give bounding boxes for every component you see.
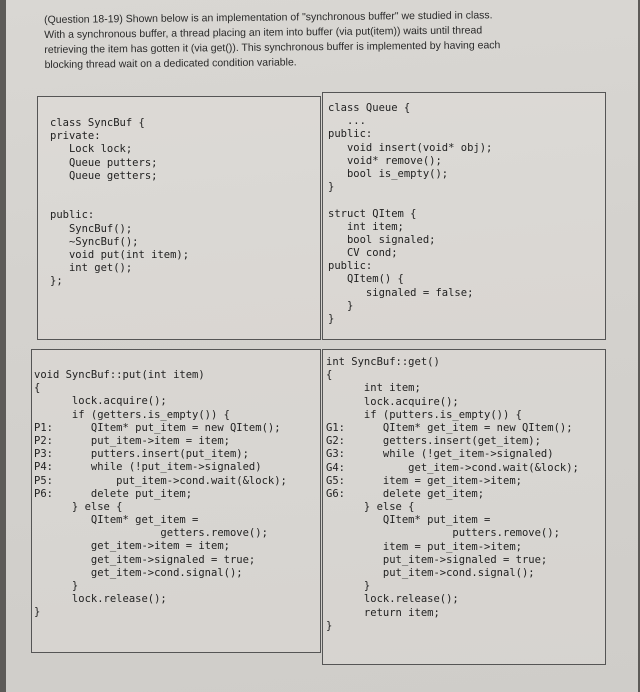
code-line: put_item->cond.signal();	[326, 567, 535, 579]
code-line: putters.remove();	[326, 527, 560, 540]
code-line: QItem* put_item =	[326, 514, 491, 527]
code-line: class Queue {	[328, 102, 411, 114]
code-line: if (getters.is_empty()) {	[34, 408, 230, 421]
code-line: int item;	[328, 220, 404, 233]
code-line: P2: put_item->item = item;	[34, 434, 230, 447]
question-line: blocking thread wait on a dedicated condition variable.	[44, 56, 297, 71]
code-line: int get();	[50, 262, 133, 275]
code-line: }	[328, 181, 335, 194]
code-line: }	[326, 619, 333, 632]
code-line: CV cond;	[328, 247, 398, 260]
code-line: if (putters.is_empty()) {	[326, 408, 522, 421]
code-line: P5: put_item->cond.wait(&lock);	[34, 474, 287, 487]
get-function-code	[326, 356, 579, 633]
code-line: ...	[328, 115, 366, 128]
code-line: P3: putters.insert(put_item);	[34, 448, 249, 461]
code-line: QItem* get_item =	[34, 514, 199, 527]
code-line	[50, 196, 189, 209]
code-line: return item;	[326, 606, 440, 619]
code-line: void SyncBuf::put(int item)	[34, 369, 205, 381]
code-line: public:	[328, 128, 373, 141]
code-line: class SyncBuf {	[50, 117, 145, 129]
code-line: };	[50, 275, 63, 288]
code-line: }	[328, 313, 335, 325]
question-text	[44, 7, 605, 73]
code-line: {	[326, 369, 333, 382]
code-line: SyncBuf();	[50, 222, 133, 235]
code-line: lock.acquire();	[326, 395, 459, 408]
code-line: getters.remove();	[34, 527, 268, 540]
code-line: G2: getters.insert(get_item);	[326, 435, 541, 448]
code-line: get_item->item = item;	[34, 540, 230, 553]
code-line: }	[326, 580, 371, 593]
code-line: put_item->signaled = true;	[326, 553, 548, 566]
code-line: void put(int item);	[50, 248, 190, 261]
question-line: (Question 18-19) Shown below is an implementation of "synchronous buffer" we studied in class.	[44, 9, 493, 26]
code-line: lock.release();	[34, 593, 167, 606]
code-line: int SyncBuf::get()	[326, 356, 440, 368]
code-line: signaled = false;	[328, 286, 474, 299]
code-line: ~SyncBuf();	[50, 235, 139, 248]
code-line: }	[328, 299, 354, 312]
code-line: public:	[50, 209, 95, 222]
code-line: P6: delete put_item;	[34, 487, 193, 500]
code-line: lock.acquire();	[34, 395, 167, 408]
code-line: bool signaled;	[328, 233, 436, 246]
syncbuf-class-code	[50, 117, 189, 288]
queue-class-code	[328, 102, 492, 326]
code-line: public:	[328, 260, 373, 273]
code-line: Queue putters;	[50, 156, 158, 169]
code-line: P1: QItem* put_item = new QItem();	[34, 421, 281, 434]
code-line: {	[34, 382, 41, 395]
code-line: item = put_item->item;	[326, 540, 522, 553]
code-line: void* remove();	[328, 154, 442, 167]
code-line: }	[34, 606, 41, 619]
question-line: With a synchronous buffer, a thread placing an item into buffer (via put(item)) waits until thread	[44, 24, 483, 41]
code-line: G5: item = get_item->item;	[326, 474, 522, 487]
code-line: private:	[50, 130, 101, 143]
put-function-code	[34, 369, 287, 620]
code-line: Queue getters;	[50, 169, 158, 182]
code-line: struct QItem {	[328, 207, 417, 220]
code-line: get_item->signaled = true;	[34, 553, 256, 566]
code-line	[50, 183, 189, 196]
code-line: G4: get_item->cond.wait(&lock);	[326, 461, 579, 474]
code-line: } else {	[34, 500, 123, 513]
code-line: bool is_empty();	[328, 167, 449, 180]
code-line	[328, 194, 492, 207]
code-line: }	[34, 580, 79, 592]
code-line: } else {	[326, 501, 415, 514]
code-line: int item;	[326, 382, 421, 395]
code-line: G3: while (!get_item->signaled)	[326, 448, 554, 461]
code-line: lock.release();	[326, 593, 459, 606]
code-line: void insert(void* obj);	[328, 141, 493, 154]
paper-sheet	[6, 0, 638, 692]
code-line: Lock lock;	[50, 143, 133, 156]
code-line: G1: QItem* get_item = new QItem();	[326, 421, 573, 434]
code-line: P4: while (!put_item->signaled)	[34, 461, 262, 474]
code-line: G6: delete get_item;	[326, 487, 485, 500]
question-line: retrieving the item has gotten it (via get()). This synchronous buffer is implemented by having each	[44, 39, 501, 56]
code-line: QItem() {	[328, 273, 404, 286]
code-line: get_item->cond.signal();	[34, 566, 243, 579]
